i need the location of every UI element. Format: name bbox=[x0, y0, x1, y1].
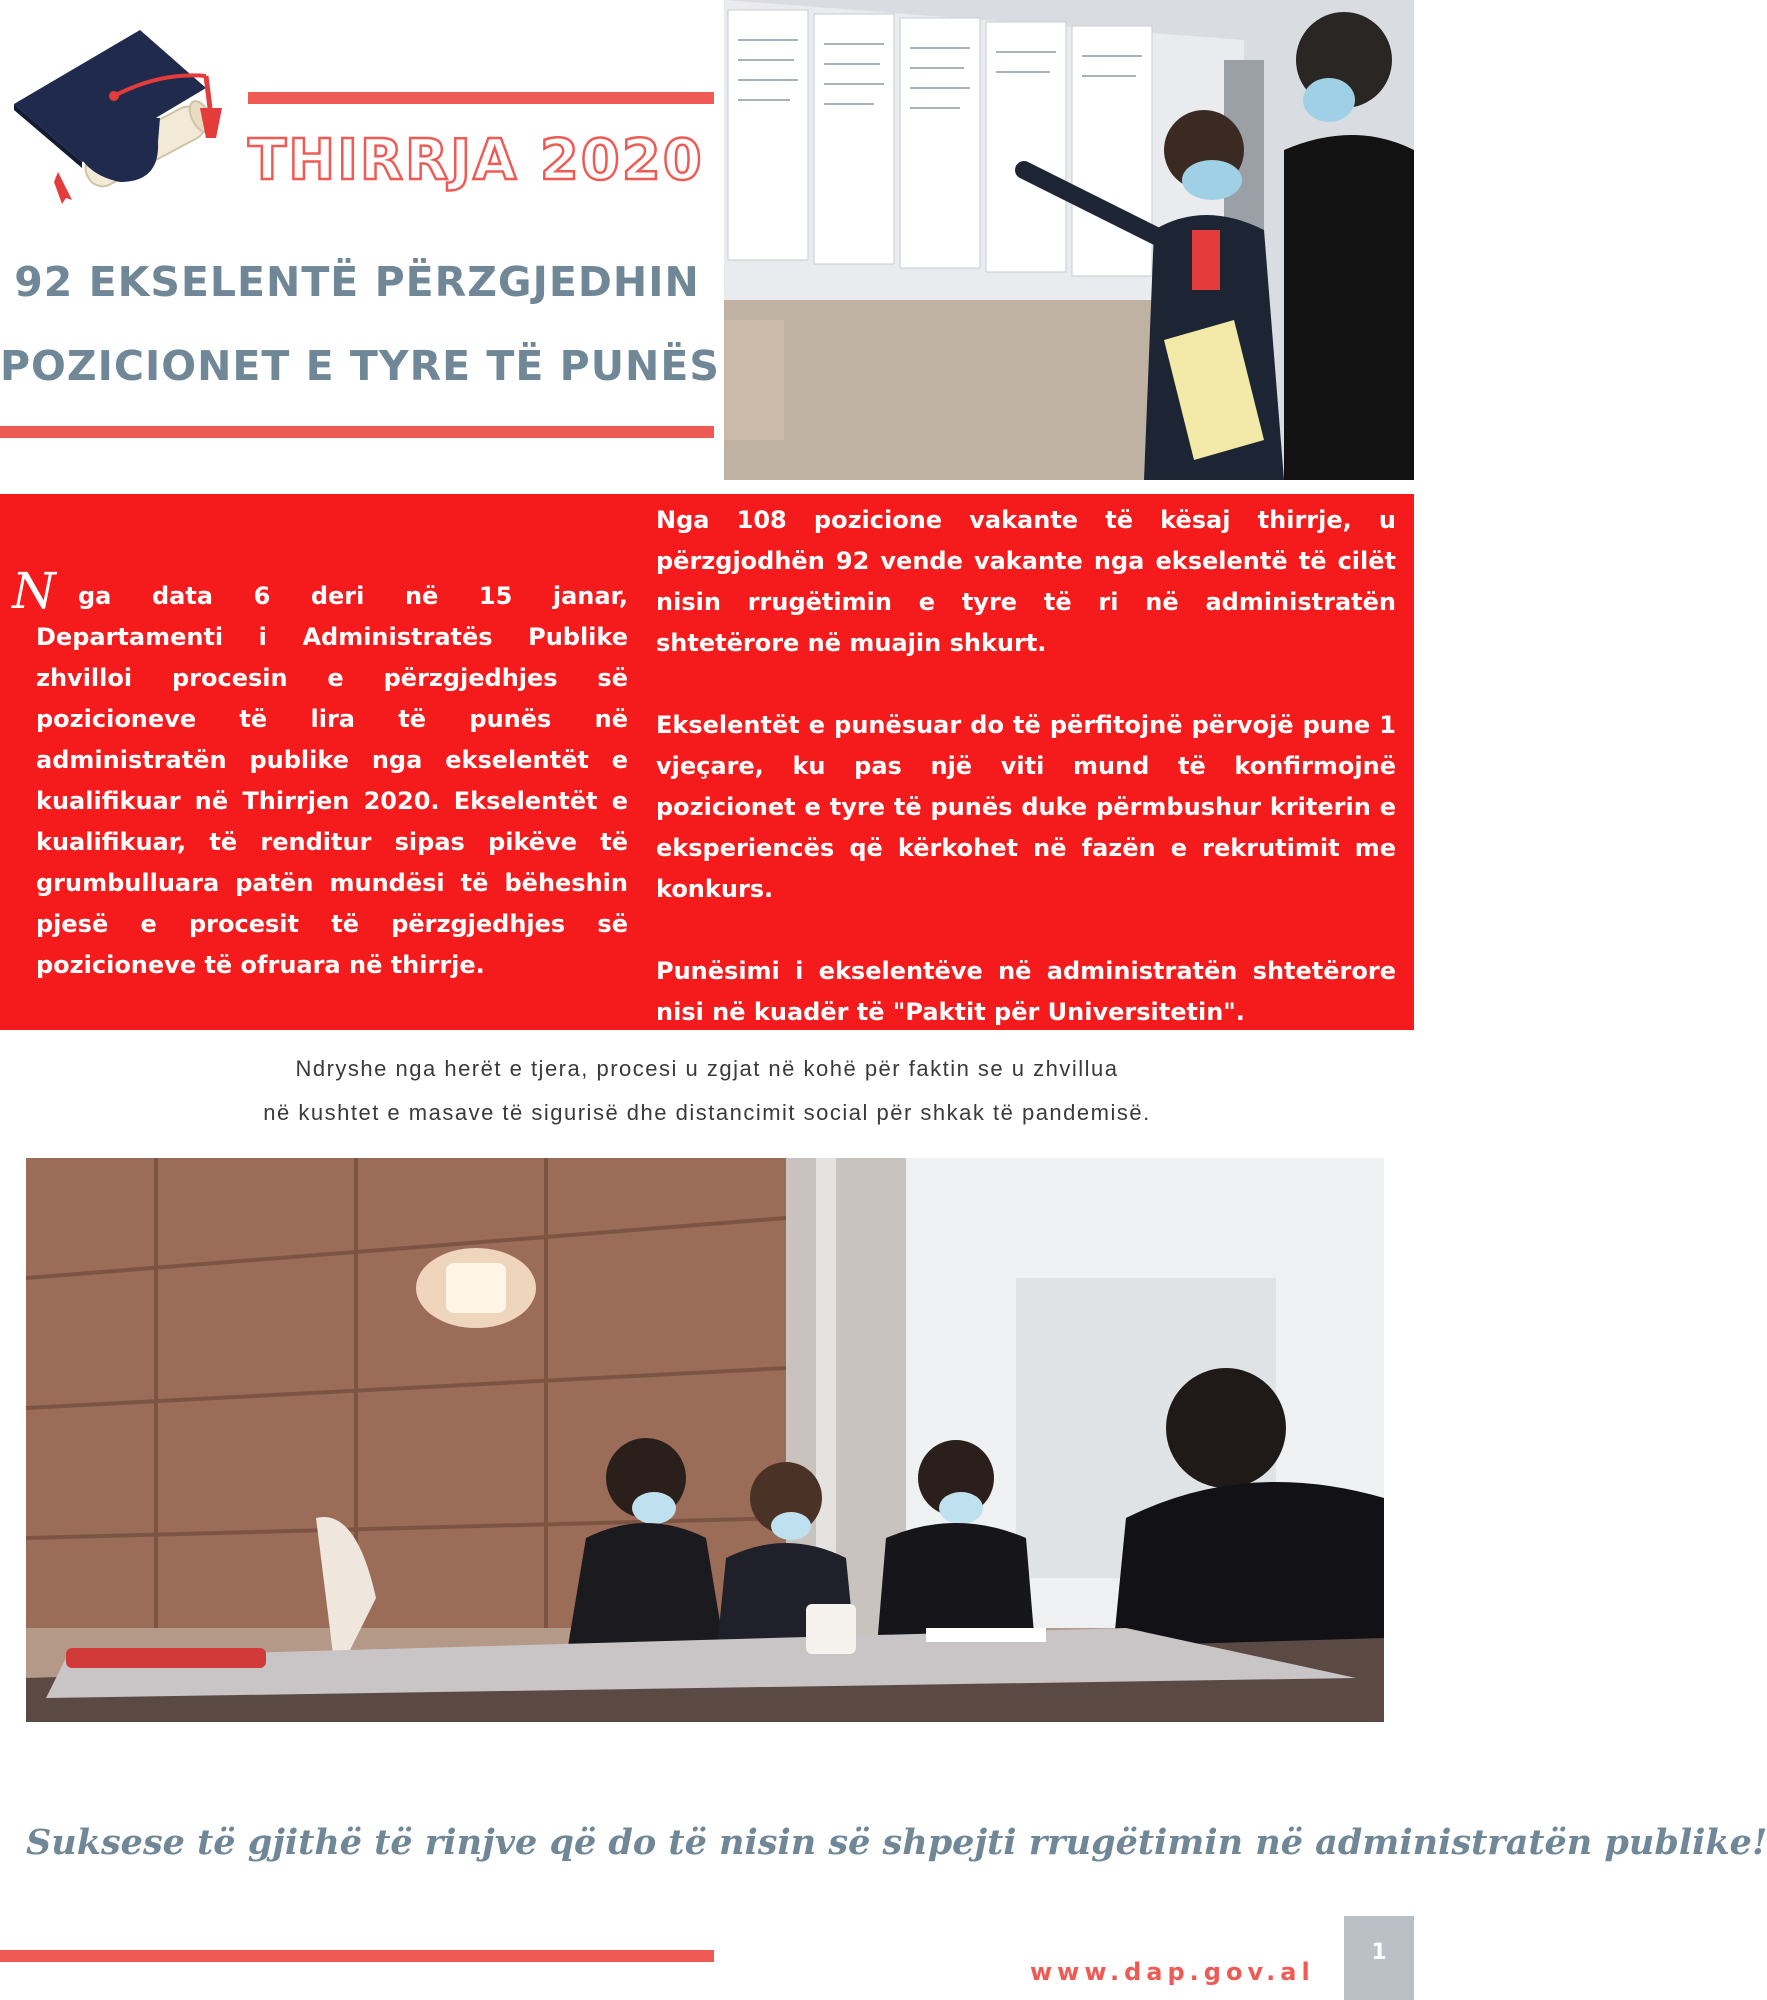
meeting-photo bbox=[26, 1158, 1384, 1722]
page-title: THIRRJA 2020 bbox=[248, 128, 704, 193]
header-top-rule bbox=[248, 92, 714, 104]
graduation-cap-icon bbox=[10, 22, 230, 202]
intro-left-paragraph bbox=[36, 576, 628, 986]
page-number: 1 bbox=[1371, 1940, 1387, 1965]
intro-right-paragraph-3: Punësimi i ekselentëve në administratën shtetërore nisi në kuadër të "Paktit për Universitetin". bbox=[656, 957, 1396, 1026]
intro-left-text: ga data 6 deri në 15 janar, Departamenti i Administratës Publike zhvilloi procesin e përzgjedhjes së pozicioneve të lira të punës në administratën publike nga ekselentët e kualifikuar në Thirrjen 2020. Ekselentët e kualifikuar, të renditur sipas pikëve të grumbulluara patën mundësi të bëheshin pjesë e procesit të përzgjedhjes së pozicioneve të ofruara në thirrje. bbox=[36, 582, 628, 979]
intro-right-paragraph-1: Nga 108 pozicione vakante të kësaj thirrje, u përzgjodhën 92 vende vakante nga ekselentë të cilët nisin rrugëtimin e tyre të ri në administratën shtetërore në muajin shkurt. bbox=[656, 506, 1396, 657]
header-bottom-rule bbox=[0, 426, 714, 438]
footer-rule bbox=[0, 1950, 714, 1962]
notice-line-2: në kushtet e masave të sigurisë dhe distancimit social për shkak të pandemisë. bbox=[263, 1100, 1151, 1125]
website-link[interactable]: www.dap.gov.al bbox=[1030, 1958, 1315, 1986]
notice-line-1: Ndryshe nga herët e tjera, procesi u zgjat në kohë për faktin se u zhvillua bbox=[295, 1056, 1119, 1081]
subtitle-line-2: POZICIONET E TYRE TË PUNËS bbox=[0, 342, 720, 390]
top-photo bbox=[724, 0, 1414, 480]
dropcap-letter: N bbox=[12, 562, 56, 620]
closing-message: Suksese të gjithë të rinjve që do të nisin së shpejti rrugëtimin në administratën publike! bbox=[26, 1822, 1767, 1863]
subtitle-line-1: 92 EKSELENTË PËRZGJEDHIN bbox=[14, 258, 700, 306]
intro-right-column bbox=[656, 500, 1396, 1033]
intro-right-paragraph-2: Ekselentët e punësuar do të përfitojnë përvojë pune 1 vjeçare, ku pas një viti mund të konfirmojnë pozicionet e tyre të punës duke përmbushur kriterin e eksperiencës që kërkohet në fazën e rekrutimit me konkurs. bbox=[656, 711, 1396, 903]
